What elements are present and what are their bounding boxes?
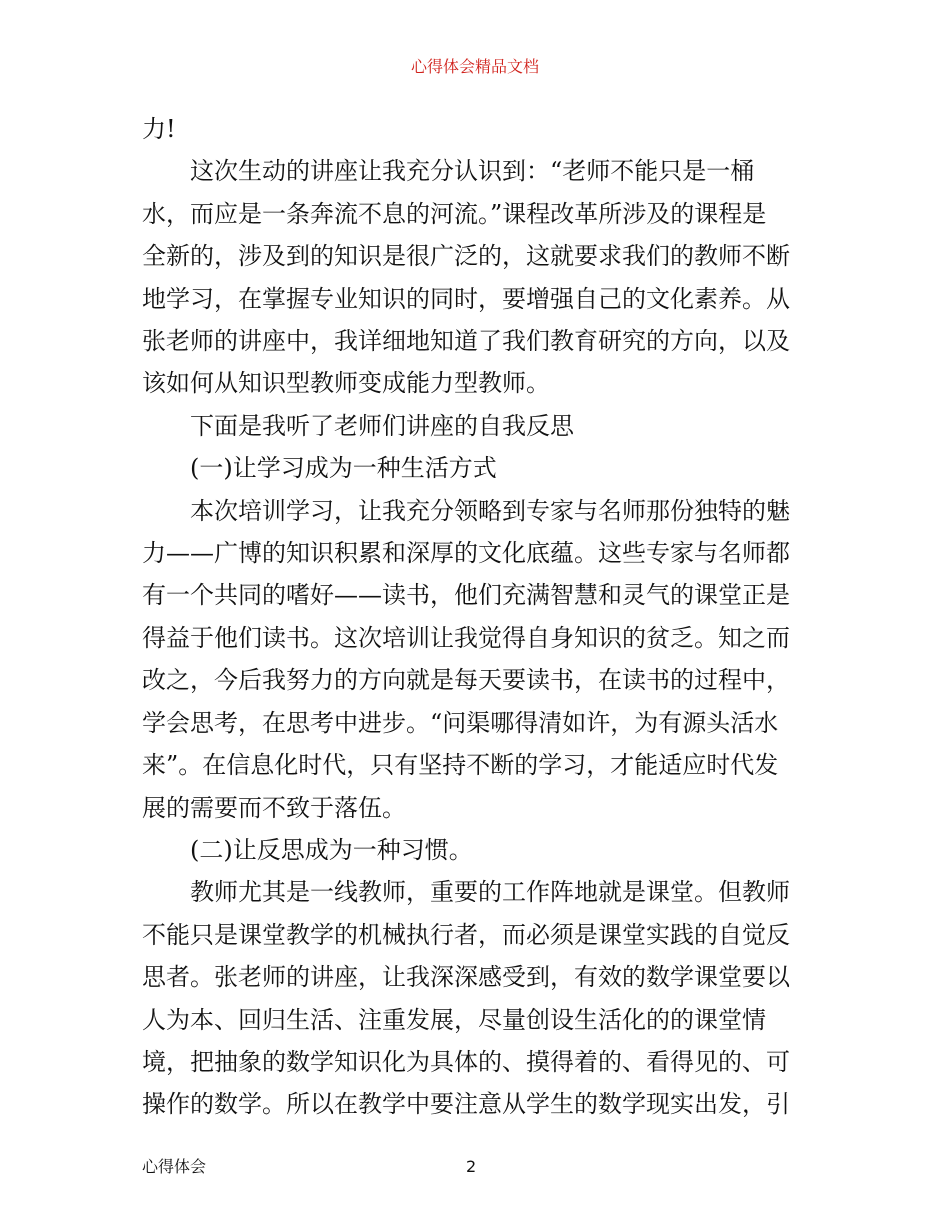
text-line: 下面是我听了老师们讲座的自我反思	[190, 411, 574, 440]
footer-label: 心得体会	[142, 1157, 207, 1176]
text-line: 学会思考，在思考中进步。“问渠哪得清如许，为有源头活水	[142, 708, 779, 737]
text-line: 张老师的讲座中，我详细地知道了我们教育研究的方向，以及	[142, 327, 790, 356]
text-line: 思者。张老师的讲座，让我深深感受到，有效的数学课堂要以	[142, 963, 790, 992]
text-line: 水，而应是一条奔流不息的河流。”课程改革所涉及的课程是	[142, 199, 767, 228]
page-number: 2	[466, 1157, 477, 1176]
text-line: 改之，今后我努力的方向就是每天要读书，在读书的过程中，	[142, 666, 790, 695]
text-line: 本次培训学习，让我充分领略到专家与名师那份独特的魅	[190, 496, 790, 525]
text-line: 人为本、回归生活、注重发展，尽量创设生活化的的课堂情	[142, 1005, 766, 1034]
text-line: 得益于他们读书。这次培训让我觉得自身知识的贫乏。知之而	[142, 623, 790, 652]
page-header: 心得体会精品文档	[410, 57, 539, 76]
text-line: 来”。在信息化时代，只有坚持不断的学习，才能适应时代发	[142, 751, 779, 780]
text-line: (一)让学习成为一种生活方式	[190, 454, 497, 483]
text-line: 操作的数学。所以在教学中要注意从学生的数学现实出发，引	[142, 1090, 790, 1119]
text-line: 力——广博的知识积累和深厚的文化底蕴。这些专家与名师都	[142, 539, 790, 568]
text-line: 境，把抽象的数学知识化为具体的、摸得着的、看得见的、可	[142, 1047, 790, 1076]
text-line: 全新的，涉及到的知识是很广泛的，这就要求我们的教师不断	[142, 242, 790, 271]
document-body	[142, 108, 814, 1126]
text-line: 这次生动的讲座让我充分认识到：“老师不能只是一桶	[190, 157, 755, 186]
text-line: 不能只是课堂教学的机械执行者，而必须是课堂实践的自觉反	[142, 920, 790, 949]
text-line: (二)让反思成为一种习惯。	[190, 835, 473, 864]
text-line: 教师尤其是一线教师，重要的工作阵地就是课堂。但教师	[190, 878, 790, 907]
text-line: 展的需要而不致于落伍。	[142, 793, 406, 822]
text-line: 地学习，在掌握专业知识的同时，要增强自己的文化素养。从	[142, 284, 790, 313]
text-line: 该如何从知识型教师变成能力型教师。	[142, 369, 550, 398]
text-line: 力!	[142, 115, 176, 143]
text-line: 有一个共同的嗜好——读书，他们充满智慧和灵气的课堂正是	[142, 581, 790, 610]
